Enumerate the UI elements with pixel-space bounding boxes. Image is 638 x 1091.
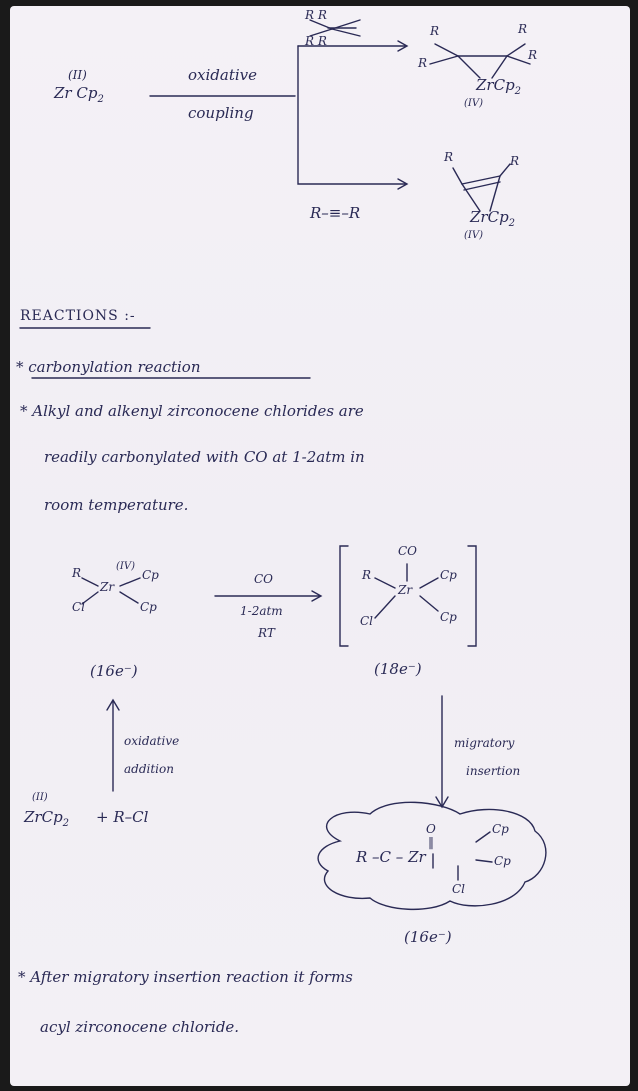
carbonylation-bullet: * carbonylation reaction [16,358,201,376]
inter-co: CO [398,544,418,558]
start-ox-state: (IV) [116,561,135,572]
inter-r: R [362,568,372,582]
alkene-bottom-label: R R [305,34,327,48]
paragraph-line-1: * Alkyl and alkenyl zirconocene chlorides are [20,402,364,420]
zrcp2-start [24,808,69,829]
scheme-lines [10,6,630,1086]
p2-metal-text: ZrCp [470,208,509,226]
start-cl: Cl [72,600,86,614]
notebook-page [10,6,630,1086]
reagent-coupling: coupling [188,104,254,122]
inter-cl: Cl [360,614,374,628]
arrow-pressure: 1-2atm [240,604,283,618]
start-cp-bottom: Cp [140,600,157,614]
p2-ox-state: (IV) [464,230,483,241]
product-chain: R –C – Zr [356,848,426,866]
footer-line-2: acyl zirconocene chloride. [40,1018,240,1036]
product-double-bond: ‖ [428,835,434,849]
footer-line-1: * After migratory insertion reaction it forms [18,968,353,986]
arrow-co: CO [254,572,274,586]
start-cp-top: Cp [142,568,159,582]
p2-r1: R [444,150,454,164]
alkyne-reagent: R–≡–R [310,204,361,222]
reactions-heading: REACTIONS :- [20,308,136,324]
migratory-label: migratory [454,736,515,750]
zr2-ox-state: (II) [32,792,48,803]
alkene-top-label: R R [305,8,327,22]
p2-r2: R [510,154,520,168]
inter-cp-bottom: Cp [440,610,457,624]
p1-ox-state: (IV) [464,98,483,109]
p1-r-left: R [430,24,440,38]
arrow-temperature: RT [258,626,275,640]
paragraph-line-2: readily carbonylated with CO at 1-2atm in [44,448,365,466]
product-cl: Cl [452,882,466,896]
insertion-label: insertion [466,764,521,778]
inter-cp-top: Cp [440,568,457,582]
zrcp2-subscript: 2 [97,94,104,105]
start-zr: Zr [100,580,115,594]
oxidative-label: oxidative [124,734,180,748]
zrcp2-start-text: ZrCp [24,808,63,826]
p2-metal [470,208,515,229]
product-o: O [426,822,436,836]
electron-count-18: (18e⁻) [374,660,422,678]
electron-count-16-product: (16e⁻) [404,928,452,946]
p1-metal-text: ZrCp [476,76,515,94]
inter-zr: Zr [398,583,413,597]
electron-count-16: (16e⁻) [90,662,138,680]
p1-r-bot: R [418,56,428,70]
reagent-oxidative: oxidative [188,66,258,84]
p1-metal-sub: 2 [514,86,522,97]
plus-rcl: + R–Cl [96,808,149,826]
p1-r-right: R [528,48,538,62]
zrcp2-reactant [54,84,104,105]
p1-metal [476,76,521,97]
zrcp2-text: Zr Cp [54,84,98,102]
start-r: R [72,566,82,580]
p2-metal-sub: 2 [508,218,516,229]
product-cp-right: Cp [494,854,511,868]
addition-label: addition [124,762,174,776]
zrcp2-start-sub: 2 [62,818,70,829]
zr-oxidation-state: (II) [68,68,87,82]
p1-r-top: R [518,22,528,36]
paragraph-line-3: room temperature. [44,496,189,514]
product-cp-top: Cp [492,822,509,836]
